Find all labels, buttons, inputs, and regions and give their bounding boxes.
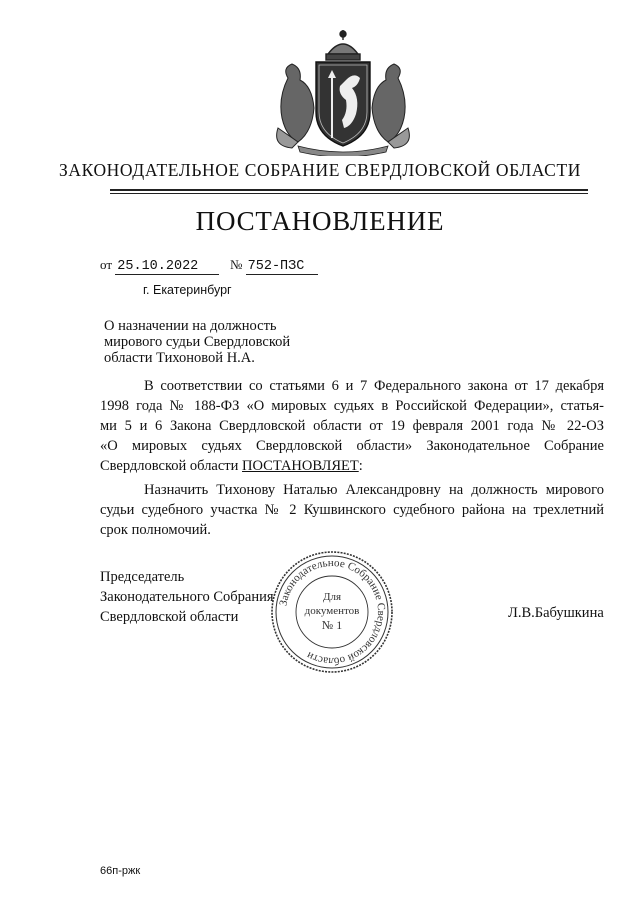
ribbon-icon — [298, 146, 388, 156]
left-sable-icon — [277, 64, 314, 148]
header-rule-thick — [110, 189, 588, 191]
body-line: «О мировых судьях Свердловской области» Законодательное Собрание — [100, 438, 604, 454]
body-text: Свердловской области — [100, 458, 243, 474]
stamp-center-line: Для — [322, 591, 342, 603]
signatory-name: Л.В.Бабушкина — [508, 605, 604, 621]
body-text: : — [358, 458, 363, 474]
position-line: Законодательного Собрания — [100, 589, 274, 605]
date-line — [100, 257, 219, 275]
body-line-last — [100, 458, 363, 475]
coat-of-arms-emblem — [268, 28, 418, 156]
stamp-center-line: № 1 — [321, 618, 343, 632]
document-title: ПОСТАНОВЛЕНИЕ — [195, 206, 445, 236]
body-line: Назначить Тихонову Наталью Александровну на должность мирового — [144, 482, 604, 498]
official-stamp — [268, 548, 396, 676]
body-line: В соответствии со статьями 6 и 7 Федерального закона от 17 декабря — [144, 378, 604, 394]
position-line: Председатель — [100, 569, 185, 585]
number-prefix: № — [230, 257, 243, 272]
organization-name: ЗАКОНОДАТЕЛЬНОЕ СОБРАНИЕ СВЕРДЛОВСКОЙ ОБЛАСТИ — [59, 160, 581, 180]
right-sable-icon — [372, 64, 409, 148]
subject — [104, 318, 290, 366]
subject-line: области Тихоновой Н.А. — [104, 350, 255, 366]
resolution-keyword: ПОСТАНОВЛЯЕТ — [242, 458, 359, 474]
document-number: 752-ПЗС — [246, 259, 318, 275]
subject-line: О назначении на должность — [104, 318, 277, 334]
stamp-ring-text: Законодательное Собрание Свердловской области — [277, 556, 388, 668]
body-line: судьи судебного участка № 2 Кушвинского судебного района на трехлетний — [100, 502, 604, 518]
footer-code: 66п-ржк — [100, 865, 141, 877]
stamp-center-line: документов — [304, 605, 360, 617]
subject-line: мирового судьи Свердловской — [104, 334, 291, 350]
position-line: Свердловской области — [100, 609, 239, 625]
number-line — [230, 257, 318, 275]
header-rule-thin — [110, 193, 588, 194]
city: г. Екатеринбург — [143, 283, 232, 297]
body-line: срок полномочий. — [100, 522, 211, 538]
body-line: ми 5 и 6 Закона Свердловской области от 19 февраля 2001 года № 22-ОЗ — [100, 418, 604, 434]
body-line: 1998 года № 188-ФЗ «О мировых судьях в Российской Федерации», статья- — [100, 398, 604, 414]
date-prefix: от — [100, 257, 113, 272]
document-date: 25.10.2022 — [115, 259, 219, 275]
signatory-position — [100, 567, 274, 627]
shield-icon — [316, 62, 370, 146]
crown-icon — [326, 30, 360, 60]
